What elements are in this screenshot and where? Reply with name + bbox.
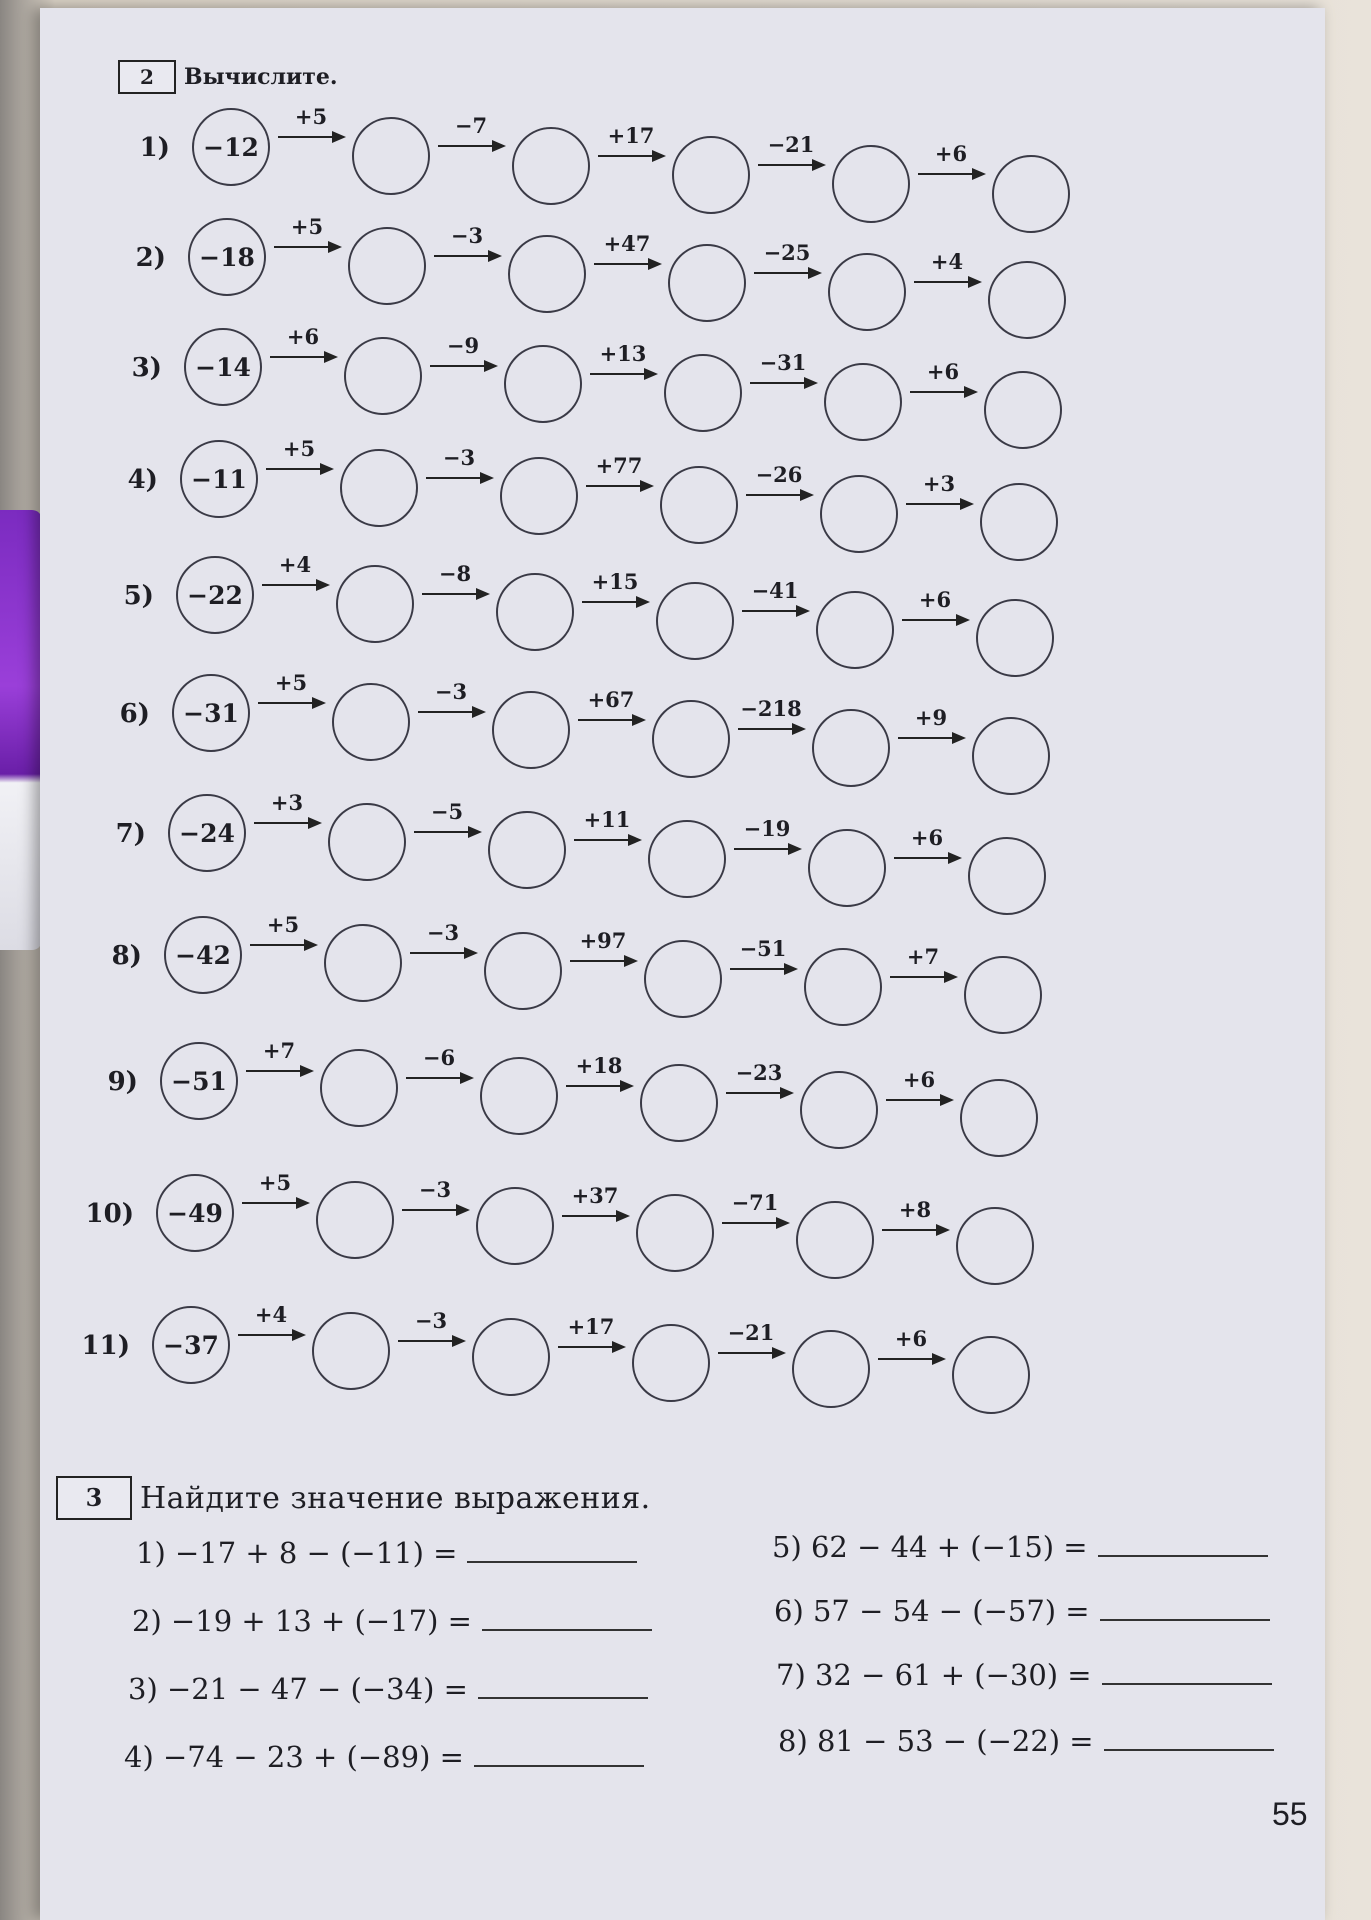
answer-circle[interactable] (332, 683, 410, 761)
chain-row (40, 912, 1240, 1006)
right-arrow-icon (242, 1202, 298, 1204)
expression-text: 2) −19 + 13 + (−17) = (132, 1604, 472, 1638)
answer-circle[interactable] (488, 811, 566, 889)
right-arrow-icon (906, 503, 962, 505)
answer-circle[interactable] (312, 1312, 390, 1390)
right-arrow-icon (262, 584, 318, 586)
step-operation: +6 (918, 586, 952, 612)
row-label: 2) (135, 243, 166, 273)
row-label: 10) (85, 1199, 134, 1229)
step-operation: +5 (290, 214, 324, 239)
step-operation: +6 (910, 824, 944, 850)
step-operation: +67 (587, 687, 635, 713)
step-operation: +6 (926, 358, 960, 384)
chain-row (40, 104, 1240, 198)
step-operation: +8 (898, 1196, 932, 1222)
step-operation: −71 (731, 1190, 779, 1215)
right-arrow-icon (910, 391, 966, 393)
step-operation: +18 (575, 1052, 623, 1078)
chain-row (40, 436, 1240, 530)
chain-row (40, 790, 1240, 884)
answer-circle[interactable] (804, 948, 882, 1026)
step-arrow (578, 451, 658, 511)
task-3-number: 3 (56, 1476, 132, 1520)
step-operation: −51 (739, 936, 787, 961)
right-arrow-icon (426, 477, 482, 479)
answer-circle[interactable] (960, 1079, 1038, 1157)
step-arrow (750, 130, 830, 190)
step-arrow (230, 1300, 310, 1360)
step-operation: +3 (270, 790, 304, 815)
step-arrow (262, 322, 342, 382)
right-arrow-icon (590, 373, 646, 375)
row-label: 7) (115, 819, 146, 849)
step-operation: +97 (579, 928, 627, 953)
right-arrow-icon (746, 494, 802, 496)
step-arrow (730, 694, 810, 754)
answer-circle[interactable] (636, 1194, 714, 1272)
step-arrow (746, 238, 826, 298)
step-arrow (422, 331, 502, 391)
answer-circle[interactable] (324, 924, 402, 1002)
step-arrow (270, 102, 350, 162)
start-value-circle: −31 (172, 674, 250, 752)
answer-circle[interactable] (344, 337, 422, 415)
step-arrow (710, 1318, 790, 1378)
step-arrow (242, 910, 322, 970)
right-arrow-icon (754, 272, 810, 274)
task-2-title: Вычислите. (184, 64, 338, 90)
step-arrow (402, 918, 482, 978)
step-arrow (738, 460, 818, 520)
chain-row (40, 1038, 1240, 1132)
chain-row (40, 1170, 1240, 1264)
start-value-circle: −11 (180, 440, 258, 518)
right-arrow-icon (738, 728, 794, 730)
step-operation: +37 (571, 1183, 619, 1209)
answer-circle[interactable] (816, 591, 894, 669)
step-arrow (570, 685, 650, 745)
step-operation: −9 (446, 332, 480, 358)
step-arrow (582, 339, 662, 399)
answer-line[interactable] (1104, 1729, 1274, 1751)
answer-circle[interactable] (508, 235, 586, 313)
expression-4 (124, 1740, 644, 1774)
step-arrow (574, 567, 654, 627)
answer-circle[interactable] (484, 932, 562, 1010)
right-arrow-icon (730, 968, 786, 970)
step-arrow (894, 585, 974, 645)
step-operation: +17 (607, 122, 655, 148)
right-arrow-icon (886, 1099, 942, 1101)
right-arrow-icon (406, 1077, 462, 1079)
start-value-circle: −37 (152, 1306, 230, 1384)
answer-circle[interactable] (664, 354, 742, 432)
right-arrow-icon (598, 155, 654, 157)
step-operation: +47 (603, 231, 651, 257)
step-operation: +5 (294, 104, 328, 129)
step-operation: −7 (454, 113, 488, 139)
step-arrow (726, 814, 806, 874)
step-operation: +5 (258, 1170, 292, 1195)
step-operation: +15 (591, 569, 639, 595)
step-arrow (394, 1175, 474, 1235)
step-operation: −218 (740, 696, 802, 721)
start-value-circle: −42 (164, 916, 242, 994)
answer-circle[interactable] (952, 1336, 1030, 1414)
expression-2 (132, 1604, 652, 1638)
step-operation: +5 (282, 436, 316, 461)
step-operation: +6 (286, 324, 320, 349)
answer-circle[interactable] (672, 136, 750, 214)
answer-circle[interactable] (500, 457, 578, 535)
expression-1 (136, 1536, 637, 1570)
task-2-header (118, 60, 338, 94)
step-operation: +5 (274, 670, 308, 695)
right-arrow-icon (582, 601, 638, 603)
answer-circle[interactable] (964, 956, 1042, 1034)
start-value-circle: −49 (156, 1174, 234, 1252)
answer-circle[interactable] (492, 691, 570, 769)
answer-circle[interactable] (832, 145, 910, 223)
answer-circle[interactable] (328, 803, 406, 881)
step-operation: −3 (418, 1176, 452, 1202)
chain-row (40, 670, 1240, 764)
answer-circle[interactable] (824, 363, 902, 441)
step-operation: +11 (583, 807, 631, 833)
answer-line[interactable] (1100, 1599, 1270, 1621)
row-label: 9) (107, 1067, 138, 1097)
expression-text: 1) −17 + 8 − (−11) = (136, 1536, 458, 1570)
row-label: 3) (131, 353, 162, 383)
right-arrow-icon (902, 619, 958, 621)
step-operation: −6 (422, 1045, 456, 1071)
step-operation: −19 (743, 816, 791, 841)
answer-circle[interactable] (472, 1318, 550, 1396)
answer-circle[interactable] (820, 475, 898, 553)
right-arrow-icon (418, 711, 474, 713)
step-arrow (886, 823, 966, 883)
right-arrow-icon (438, 145, 494, 147)
right-arrow-icon (274, 246, 330, 248)
answer-circle[interactable] (812, 709, 890, 787)
step-operation: −3 (414, 1308, 448, 1333)
answer-circle[interactable] (956, 1207, 1034, 1285)
answer-circle[interactable] (316, 1181, 394, 1259)
step-arrow (734, 576, 814, 636)
step-operation: +6 (902, 1067, 936, 1093)
answer-line[interactable] (478, 1677, 648, 1699)
task-2-number: 2 (118, 60, 176, 94)
right-arrow-icon (914, 281, 970, 283)
answer-circle[interactable] (660, 466, 738, 544)
expression-text: 3) −21 − 47 − (−34) = (128, 1672, 468, 1706)
right-arrow-icon (398, 1340, 454, 1342)
right-arrow-icon (430, 365, 486, 367)
answer-circle[interactable] (828, 253, 906, 331)
answer-circle[interactable] (972, 717, 1050, 795)
step-operation: −21 (727, 1320, 775, 1345)
step-arrow (418, 443, 498, 503)
answer-circle[interactable] (476, 1187, 554, 1265)
right-arrow-icon (566, 1085, 622, 1087)
answer-circle[interactable] (792, 1330, 870, 1408)
right-arrow-icon (586, 485, 642, 487)
answer-circle[interactable] (348, 227, 426, 305)
right-arrow-icon (434, 255, 490, 257)
right-arrow-icon (278, 136, 334, 138)
start-value-circle: −14 (184, 328, 262, 406)
step-arrow (742, 348, 822, 408)
right-arrow-icon (270, 356, 326, 358)
answer-circle[interactable] (644, 940, 722, 1018)
step-arrow (550, 1312, 630, 1372)
step-arrow (426, 221, 506, 281)
step-arrow (566, 805, 646, 865)
step-operation: +9 (914, 704, 948, 730)
right-arrow-icon (594, 263, 650, 265)
right-arrow-icon (254, 822, 310, 824)
step-operation: +7 (262, 1038, 296, 1063)
step-arrow (554, 1181, 634, 1241)
step-arrow (254, 550, 334, 610)
step-arrow (410, 677, 490, 737)
step-operation: +6 (894, 1326, 928, 1351)
right-arrow-icon (750, 382, 806, 384)
answer-circle[interactable] (648, 820, 726, 898)
right-arrow-icon (238, 1334, 294, 1336)
answer-circle[interactable] (632, 1324, 710, 1402)
step-arrow (910, 139, 990, 199)
purple-marker (0, 510, 42, 950)
step-operation: −21 (767, 132, 815, 157)
right-arrow-icon (258, 702, 314, 704)
start-value-circle: −22 (176, 556, 254, 634)
answer-circle[interactable] (796, 1201, 874, 1279)
row-label: 6) (119, 699, 150, 729)
answer-line[interactable] (1102, 1663, 1272, 1685)
chain-row (40, 324, 1240, 418)
step-operation: +4 (278, 552, 312, 577)
right-arrow-icon (894, 857, 950, 859)
step-operation: −3 (450, 222, 484, 248)
step-arrow (586, 229, 666, 289)
step-arrow (718, 1058, 798, 1118)
step-arrow (562, 926, 642, 986)
workbook-page (40, 8, 1325, 1920)
answer-circle[interactable] (800, 1071, 878, 1149)
right-arrow-icon (742, 610, 798, 612)
step-arrow (390, 1306, 470, 1366)
step-operation: +77 (595, 453, 643, 479)
step-operation: −8 (438, 560, 472, 586)
right-arrow-icon (414, 831, 470, 833)
step-arrow (558, 1051, 638, 1111)
step-operation: +4 (254, 1302, 288, 1327)
row-label: 11) (81, 1331, 130, 1361)
step-operation: +13 (599, 341, 647, 367)
answer-circle[interactable] (976, 599, 1054, 677)
right-arrow-icon (890, 976, 946, 978)
step-arrow (890, 703, 970, 763)
answer-circle[interactable] (980, 483, 1058, 561)
right-arrow-icon (898, 737, 954, 739)
answer-circle[interactable] (668, 244, 746, 322)
step-operation: +4 (930, 248, 964, 274)
step-operation: +3 (922, 470, 956, 496)
answer-line[interactable] (467, 1541, 637, 1563)
start-value-circle: −24 (168, 794, 246, 872)
expression-5 (772, 1530, 1268, 1564)
answer-circle[interactable] (340, 449, 418, 527)
step-arrow (906, 247, 986, 307)
step-arrow (882, 942, 962, 1002)
step-arrow (406, 797, 486, 857)
answer-circle[interactable] (320, 1049, 398, 1127)
right-arrow-icon (878, 1358, 934, 1360)
answer-circle[interactable] (968, 837, 1046, 915)
step-arrow (430, 111, 510, 171)
answer-circle[interactable] (512, 127, 590, 205)
start-value-circle: −18 (188, 218, 266, 296)
expression-6 (774, 1594, 1270, 1628)
step-operation: −26 (755, 462, 803, 487)
answer-circle[interactable] (336, 565, 414, 643)
answer-circle[interactable] (640, 1064, 718, 1142)
step-operation: +17 (567, 1314, 615, 1339)
answer-circle[interactable] (652, 700, 730, 778)
expression-3 (128, 1672, 648, 1706)
right-arrow-icon (734, 848, 790, 850)
answer-circle[interactable] (808, 829, 886, 907)
step-operation: −25 (763, 240, 811, 265)
step-arrow (246, 788, 326, 848)
expression-text: 7) 32 − 61 + (−30) = (776, 1658, 1092, 1692)
expression-text: 8) 81 − 53 − (−22) = (778, 1724, 1094, 1758)
step-arrow (414, 559, 494, 619)
step-arrow (258, 434, 338, 494)
expression-text: 4) −74 − 23 + (−89) = (124, 1740, 464, 1774)
right-arrow-icon (570, 960, 626, 962)
step-operation: −3 (442, 444, 476, 470)
right-arrow-icon (246, 1070, 302, 1072)
right-arrow-icon (558, 1346, 614, 1348)
right-arrow-icon (402, 1209, 458, 1211)
page-number: 55 (1272, 1796, 1308, 1832)
expression-7 (776, 1658, 1272, 1692)
expression-8 (778, 1724, 1274, 1758)
right-arrow-icon (250, 944, 306, 946)
answer-line[interactable] (1098, 1535, 1268, 1557)
step-arrow (714, 1188, 794, 1248)
answer-circle[interactable] (480, 1057, 558, 1135)
step-operation: −3 (434, 678, 468, 704)
task-3-header (56, 1476, 651, 1520)
right-arrow-icon (882, 1229, 938, 1231)
step-arrow (266, 212, 346, 272)
expression-text: 6) 57 − 54 − (−57) = (774, 1594, 1090, 1628)
step-operation: −5 (430, 798, 464, 824)
step-operation: +6 (934, 141, 968, 167)
step-arrow (722, 934, 802, 994)
right-arrow-icon (758, 164, 814, 166)
right-arrow-icon (726, 1092, 782, 1094)
right-arrow-icon (410, 952, 466, 954)
step-arrow (238, 1036, 318, 1096)
chain-row (40, 214, 1240, 308)
step-arrow (874, 1195, 954, 1255)
row-label: 8) (111, 941, 142, 971)
row-label: 1) (139, 133, 170, 163)
step-operation: +5 (266, 912, 300, 937)
step-operation: +7 (906, 944, 940, 969)
step-operation: −31 (759, 350, 807, 375)
row-label: 4) (127, 465, 158, 495)
right-arrow-icon (422, 593, 478, 595)
answer-circle[interactable] (984, 371, 1062, 449)
answer-circle[interactable] (656, 582, 734, 660)
right-arrow-icon (918, 173, 974, 175)
step-arrow (878, 1065, 958, 1125)
chain-row (40, 1302, 1240, 1396)
step-operation: −3 (426, 920, 460, 945)
task-3-title: Найдите значение выражения. (140, 1480, 651, 1516)
row-label: 5) (123, 581, 154, 611)
step-operation: −23 (735, 1060, 783, 1085)
start-value-circle: −12 (192, 108, 270, 186)
answer-circle[interactable] (352, 117, 430, 195)
step-arrow (898, 469, 978, 529)
step-operation: −41 (751, 578, 799, 603)
right-arrow-icon (266, 468, 322, 470)
expression-text: 5) 62 − 44 + (−15) = (772, 1530, 1088, 1564)
step-arrow (902, 357, 982, 417)
step-arrow (590, 121, 670, 181)
answer-line[interactable] (474, 1745, 644, 1767)
answer-line[interactable] (482, 1609, 652, 1631)
right-arrow-icon (718, 1352, 774, 1354)
right-arrow-icon (722, 1222, 778, 1224)
step-arrow (870, 1324, 950, 1384)
step-arrow (234, 1168, 314, 1228)
start-value-circle: −51 (160, 1042, 238, 1120)
right-arrow-icon (574, 839, 630, 841)
step-arrow (398, 1043, 478, 1103)
answer-circle[interactable] (504, 345, 582, 423)
chain-row (40, 552, 1240, 646)
right-arrow-icon (562, 1215, 618, 1217)
step-arrow (250, 668, 330, 728)
answer-circle[interactable] (496, 573, 574, 651)
right-arrow-icon (578, 719, 634, 721)
